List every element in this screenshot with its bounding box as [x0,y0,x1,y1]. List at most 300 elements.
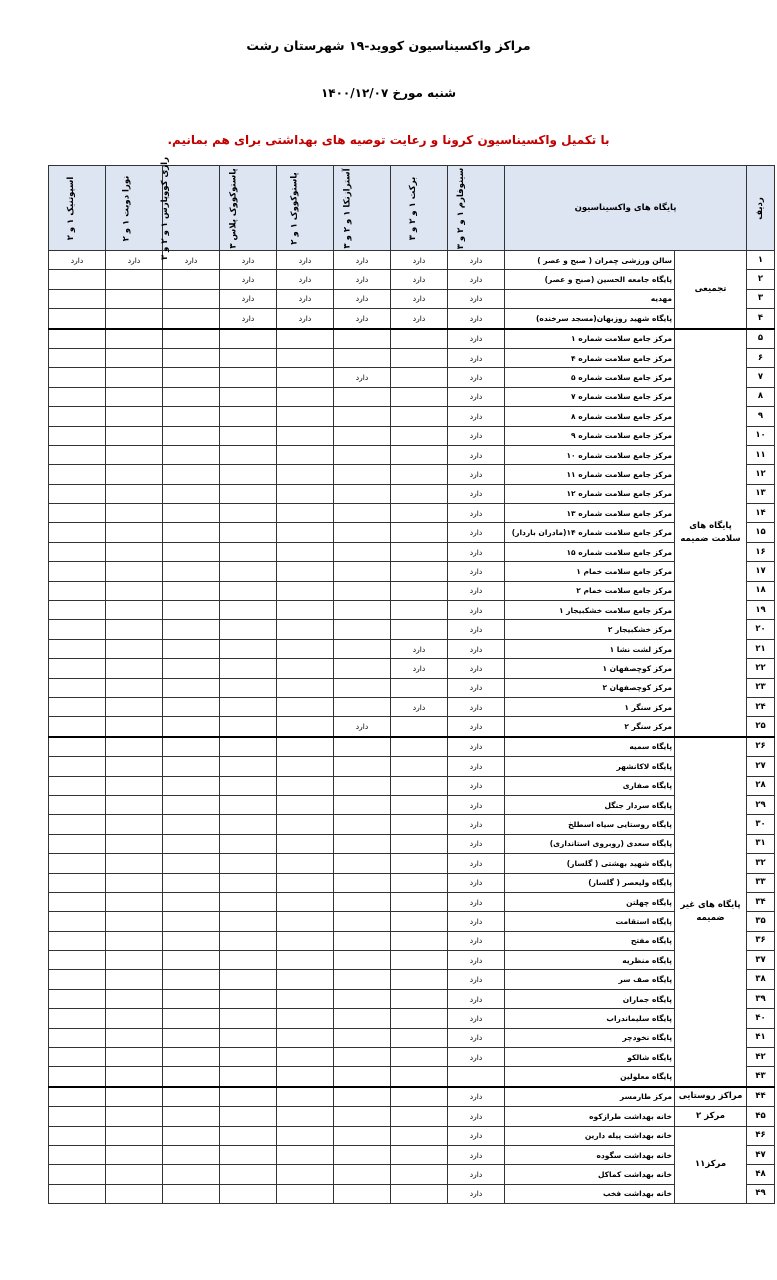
vaccine-availability [277,951,334,970]
row-number: ۴۹ [747,1184,775,1203]
vaccine-availability [163,1165,220,1184]
row-number: ۲۰ [747,620,775,639]
vaccine-availability [277,504,334,523]
column-header-row-number: ردیف [747,166,775,251]
vaccine-availability [49,523,106,542]
vaccine-availability [163,368,220,387]
vaccine-availability: دارد [334,309,391,329]
site-name: مرکز لشت نشا ۱ [505,639,675,658]
vaccine-availability [277,659,334,678]
site-name: پایگاه لاکانشهر [505,757,675,776]
vaccine-availability [106,1067,163,1087]
vaccine-availability: دارد [448,892,505,911]
vaccine-availability [220,542,277,561]
vaccine-availability [277,465,334,484]
row-number: ۴۵ [747,1107,775,1126]
group-label: مراکز روستایی [675,1087,747,1107]
vaccine-availability: دارد [220,251,277,270]
vaccine-availability [334,737,391,757]
vaccine-availability [220,426,277,445]
vaccine-availability [277,639,334,658]
vaccine-availability [49,931,106,950]
vaccine-availability [106,1126,163,1145]
site-name: پایگاه ولیعصر ( گلسار) [505,873,675,892]
vaccine-availability [391,1028,448,1047]
site-name: پایگاه سمیه [505,737,675,757]
row-number: ۴۰ [747,1009,775,1028]
site-name: مرکز جامع سلامت شماره ۱۳ [505,504,675,523]
vaccine-availability [220,931,277,950]
vaccine-availability [163,912,220,931]
vaccine-availability [49,426,106,445]
vaccine-availability [106,873,163,892]
vaccine-availability: دارد [448,387,505,406]
site-name: مرکز جامع سلامت شماره ۸ [505,407,675,426]
vaccine-availability [277,484,334,503]
vaccine-availability [277,523,334,542]
vaccine-availability [49,1145,106,1164]
vaccine-availability [163,542,220,561]
page-title: مراکز واکسیناسیون کووید-۱۹ شهرستان رشت [246,38,531,53]
vaccine-availability [106,309,163,329]
vaccine-availability [49,776,106,795]
vaccine-availability [49,873,106,892]
row-number: ۳۹ [747,989,775,1008]
vaccine-availability [163,601,220,620]
vaccine-availability [220,523,277,542]
vaccine-availability [220,776,277,795]
vaccine-availability [277,873,334,892]
vaccine-availability [220,1067,277,1087]
site-name: مرکز جامع سلامت شماره ۹ [505,426,675,445]
vaccine-availability [220,1048,277,1067]
table-row [49,270,775,289]
vaccine-availability [391,873,448,892]
row-number: ۴۸ [747,1165,775,1184]
vaccine-availability [277,970,334,989]
vaccine-availability [334,581,391,600]
table-row [49,407,775,426]
vaccine-availability [448,1067,505,1087]
vaccine-availability [391,1145,448,1164]
vaccine-availability [220,1145,277,1164]
vaccine-availability [220,1009,277,1028]
vaccine-availability [334,639,391,658]
vaccine-availability: دارد [448,776,505,795]
table-body [49,251,775,1204]
row-number: ۸ [747,387,775,406]
vaccine-availability [220,892,277,911]
vaccine-availability [277,581,334,600]
vaccine-availability: دارد [448,737,505,757]
vaccine-availability [334,523,391,542]
row-number: ۳۷ [747,951,775,970]
vaccine-availability [106,776,163,795]
row-number: ۴۱ [747,1028,775,1047]
vaccine-availability [277,757,334,776]
vaccine-availability [334,1009,391,1028]
vaccine-availability [106,1028,163,1047]
vaccine-availability: دارد [391,697,448,716]
vaccine-availability [334,620,391,639]
row-number: ۲۷ [747,757,775,776]
site-name: مرکز سنگر ۱ [505,697,675,716]
table-row [49,795,775,814]
vaccine-availability [220,465,277,484]
vaccine-availability: دارد [448,465,505,484]
vaccine-availability: دارد [448,289,505,308]
vaccine-availability [49,407,106,426]
vaccine-availability [220,1165,277,1184]
row-number: ۴ [747,309,775,329]
column-header-vaccine: پاستوکووک پلاس ۳ [220,166,277,251]
vaccine-availability [220,601,277,620]
vaccine-availability: دارد [448,601,505,620]
vaccine-availability [163,854,220,873]
table-row [49,757,775,776]
vaccine-availability [49,387,106,406]
vaccine-availability [391,776,448,795]
vaccine-availability [391,815,448,834]
vaccine-availability: دارد [448,1184,505,1203]
vaccine-availability [334,1028,391,1047]
vaccine-availability [106,912,163,931]
site-name: خانه بهداشت کماکل [505,1165,675,1184]
site-name: پایگاه صف سر [505,970,675,989]
site-name: مرکز جامع سلامت شماره ۴ [505,348,675,367]
vaccine-availability [163,1067,220,1087]
vaccine-availability [163,1009,220,1028]
vaccine-availability [220,504,277,523]
vaccine-availability [334,1184,391,1203]
vaccine-availability: دارد [277,251,334,270]
row-number: ۷ [747,368,775,387]
vaccine-availability [106,737,163,757]
vaccine-availability [277,368,334,387]
table-row [49,562,775,581]
vaccine-availability [391,1126,448,1145]
vaccine-availability [334,1107,391,1126]
vaccine-availability [391,484,448,503]
vaccine-availability: دارد [334,251,391,270]
vaccine-availability [334,795,391,814]
vaccine-availability [277,562,334,581]
vaccine-availability [220,387,277,406]
vaccine-availability [106,523,163,542]
vaccine-availability [49,757,106,776]
vaccine-availability [49,892,106,911]
table-row [49,542,775,561]
vaccine-availability [163,1184,220,1203]
vaccine-availability: دارد [448,1165,505,1184]
vaccine-availability [391,387,448,406]
vaccine-availability [106,757,163,776]
vaccine-availability: دارد [391,251,448,270]
table-row [49,931,775,950]
vaccine-availability [391,931,448,950]
site-name: پایگاه منظریه [505,951,675,970]
table-row [49,834,775,853]
row-number: ۵ [747,329,775,349]
vaccine-availability: دارد [448,426,505,445]
vaccine-availability [391,737,448,757]
vaccine-availability [277,737,334,757]
vaccine-availability [334,348,391,367]
vaccine-availability [163,562,220,581]
vaccine-availability [106,1145,163,1164]
vaccine-availability [391,678,448,697]
vaccine-availability [277,795,334,814]
vaccine-availability [334,1145,391,1164]
vaccine-availability [49,697,106,716]
site-name: پایگاه چهلتن [505,892,675,911]
site-name: پایگاه شهید بهشتی ( گلسار) [505,854,675,873]
table-row [49,504,775,523]
table-row [49,601,775,620]
vaccine-availability [391,465,448,484]
vaccine-availability [163,445,220,464]
group-label: پایگاه های غیر ضمیمه [675,737,747,1087]
vaccine-availability: دارد [448,251,505,270]
vaccine-availability [163,697,220,716]
vaccine-availability [391,1067,448,1087]
vaccine-availability [106,989,163,1008]
site-name: مرکز طارمسر [505,1087,675,1107]
row-number: ۱۳ [747,484,775,503]
vaccine-availability [334,562,391,581]
vaccine-availability: دارد [448,854,505,873]
row-number: ۱۵ [747,523,775,542]
table-row [49,892,775,911]
row-number: ۲۲ [747,659,775,678]
table-row [49,426,775,445]
vaccine-availability [334,387,391,406]
vaccine-availability [220,484,277,503]
vaccine-availability [163,678,220,697]
vaccine-availability [277,1067,334,1087]
site-name: پایگاه روستایی سیاه اسطلخ [505,815,675,834]
vaccine-availability [277,620,334,639]
vaccine-availability: دارد [448,1009,505,1028]
table-row [49,387,775,406]
vaccine-availability [391,1087,448,1107]
slogan: با تکمیل واکسیناسیون کرونا و رعایت توصیه های بهداشتی برای هم بمانیم. [167,133,610,147]
vaccine-availability [391,1165,448,1184]
vaccine-availability [49,678,106,697]
vaccine-availability [277,1028,334,1047]
vaccine-availability: دارد [448,1028,505,1047]
vaccine-availability [106,465,163,484]
site-name: پایگاه معلولین [505,1067,675,1087]
site-name: سالن ورزشی چمران ( صبح و عصر ) [505,251,675,270]
vaccine-availability [106,1048,163,1067]
vaccine-availability [106,639,163,658]
row-number: ۱۴ [747,504,775,523]
table-row [49,368,775,387]
site-name: مهدیه [505,289,675,308]
vaccine-availability [220,407,277,426]
vaccine-availability [220,620,277,639]
vaccine-availability: دارد [391,270,448,289]
table-row [49,1107,775,1126]
vaccine-availability: دارد [448,445,505,464]
vaccine-availability: دارد [448,970,505,989]
vaccine-availability [277,348,334,367]
row-number: ۱۶ [747,542,775,561]
site-name: مرکز خشکبیجار ۲ [505,620,675,639]
vaccine-availability [106,270,163,289]
vaccine-availability [334,1048,391,1067]
vaccine-availability [277,989,334,1008]
vaccine-availability [391,1107,448,1126]
vaccine-availability [334,1126,391,1145]
vaccine-availability [391,951,448,970]
site-name: پایگاه سعدی (روبروی استانداری) [505,834,675,853]
vaccine-availability [163,951,220,970]
site-name: مرکز جامع سلامت شماره ۵ [505,368,675,387]
row-number: ۳۴ [747,892,775,911]
vaccine-availability [220,1126,277,1145]
vaccine-availability [220,737,277,757]
vaccine-availability [163,1107,220,1126]
table-row [49,309,775,329]
vaccine-availability [163,348,220,367]
table-row [49,620,775,639]
vaccine-availability [106,1184,163,1203]
vaccine-availability [391,504,448,523]
vaccine-availability [334,912,391,931]
vaccine-availability [220,873,277,892]
vaccine-availability [277,426,334,445]
vaccine-availability: دارد [391,659,448,678]
vaccine-availability [163,465,220,484]
vaccine-availability: دارد [448,329,505,349]
vaccine-availability [391,1048,448,1067]
vaccine-availability [277,892,334,911]
vaccine-availability [49,1107,106,1126]
vaccine-availability [106,659,163,678]
row-number: ۳۶ [747,931,775,950]
vaccine-availability [106,289,163,308]
table-row [49,815,775,834]
vaccine-availability [163,717,220,737]
row-number: ۳۵ [747,912,775,931]
vaccine-availability [163,639,220,658]
vaccine-availability [277,815,334,834]
column-header-vaccine: رازی کووپارس ۱ و ۲ و ۳ [163,166,220,251]
vaccine-availability [277,678,334,697]
vaccine-availability: دارد [448,309,505,329]
table-row [49,737,775,757]
vaccine-availability [106,562,163,581]
table-row [49,523,775,542]
vaccine-availability [106,951,163,970]
vaccine-availability [277,1126,334,1145]
vaccine-availability: دارد [448,407,505,426]
vaccine-availability [106,407,163,426]
vaccine-availability [391,329,448,349]
date-line: شنبه مورخ ۱۴۰۰/۱۲/۰۷ [320,86,457,100]
vaccine-availability [163,795,220,814]
vaccine-availability [106,678,163,697]
site-name: پایگاه شهید روزبهان(مسجد سرخنده) [505,309,675,329]
site-name: خانه بهداشت فخب [505,1184,675,1203]
group-label: تجمیعی [675,251,747,329]
row-number: ۳ [747,289,775,308]
vaccine-availability [163,970,220,989]
table-row [49,639,775,658]
table-row [49,697,775,716]
site-name: پایگاه سلیماندراب [505,1009,675,1028]
vaccine-availability [334,815,391,834]
vaccine-availability [391,757,448,776]
vaccine-availability: دارد [448,1145,505,1164]
vaccine-availability [220,757,277,776]
vaccine-availability [334,1165,391,1184]
vaccine-availability: دارد [391,289,448,308]
vaccine-availability: دارد [277,289,334,308]
table-row [49,1087,775,1107]
column-header-vaccine: آسترازنکا ۱ و ۲ و ۳ [334,166,391,251]
vaccine-availability [220,697,277,716]
vaccine-availability: دارد [448,989,505,1008]
vaccine-availability: دارد [448,697,505,716]
column-header-vaccine: برکت ۱ و ۲ و ۳ [391,166,448,251]
vaccine-availability [391,426,448,445]
vaccine-availability [49,834,106,853]
vaccine-availability [277,329,334,349]
site-name: پایگاه شالکو [505,1048,675,1067]
vaccine-availability [277,834,334,853]
vaccine-availability [163,1145,220,1164]
table-row [49,581,775,600]
vaccine-availability [106,834,163,853]
site-name: مرکز جامع سلامت شماره ۱ [505,329,675,349]
row-number: ۱۰ [747,426,775,445]
vaccine-availability: دارد [391,309,448,329]
row-number: ۲ [747,270,775,289]
vaccine-availability [49,854,106,873]
vaccine-availability: دارد [448,620,505,639]
vaccine-availability: دارد [448,504,505,523]
vaccine-availability [49,620,106,639]
vaccine-availability [391,795,448,814]
vaccine-availability [277,601,334,620]
vaccine-availability: دارد [448,795,505,814]
vaccine-availability [49,1028,106,1047]
vaccine-availability [163,1028,220,1047]
row-number: ۲۹ [747,795,775,814]
vaccine-availability [163,309,220,329]
vaccine-availability [163,892,220,911]
group-label: پایگاه های سلامت ضمیمه [675,329,747,737]
vaccine-availability [391,1184,448,1203]
column-header-vaccine: اسپوتنیک ۱ و ۲ [49,166,106,251]
site-name: پایگاه مفتح [505,931,675,950]
vaccine-availability [49,504,106,523]
vaccine-availability [334,834,391,853]
table-row [49,348,775,367]
vaccine-availability: دارد [220,289,277,308]
vaccine-availability [277,697,334,716]
vaccine-availability: دارد [448,484,505,503]
vaccine-availability [49,970,106,989]
vaccine-availability: دارد [448,368,505,387]
vaccination-table [48,156,775,1204]
vaccine-availability [277,387,334,406]
vaccine-availability [106,697,163,716]
column-header-vaccine: سینوفارم ۱ و ۲ و ۳ [448,166,505,251]
